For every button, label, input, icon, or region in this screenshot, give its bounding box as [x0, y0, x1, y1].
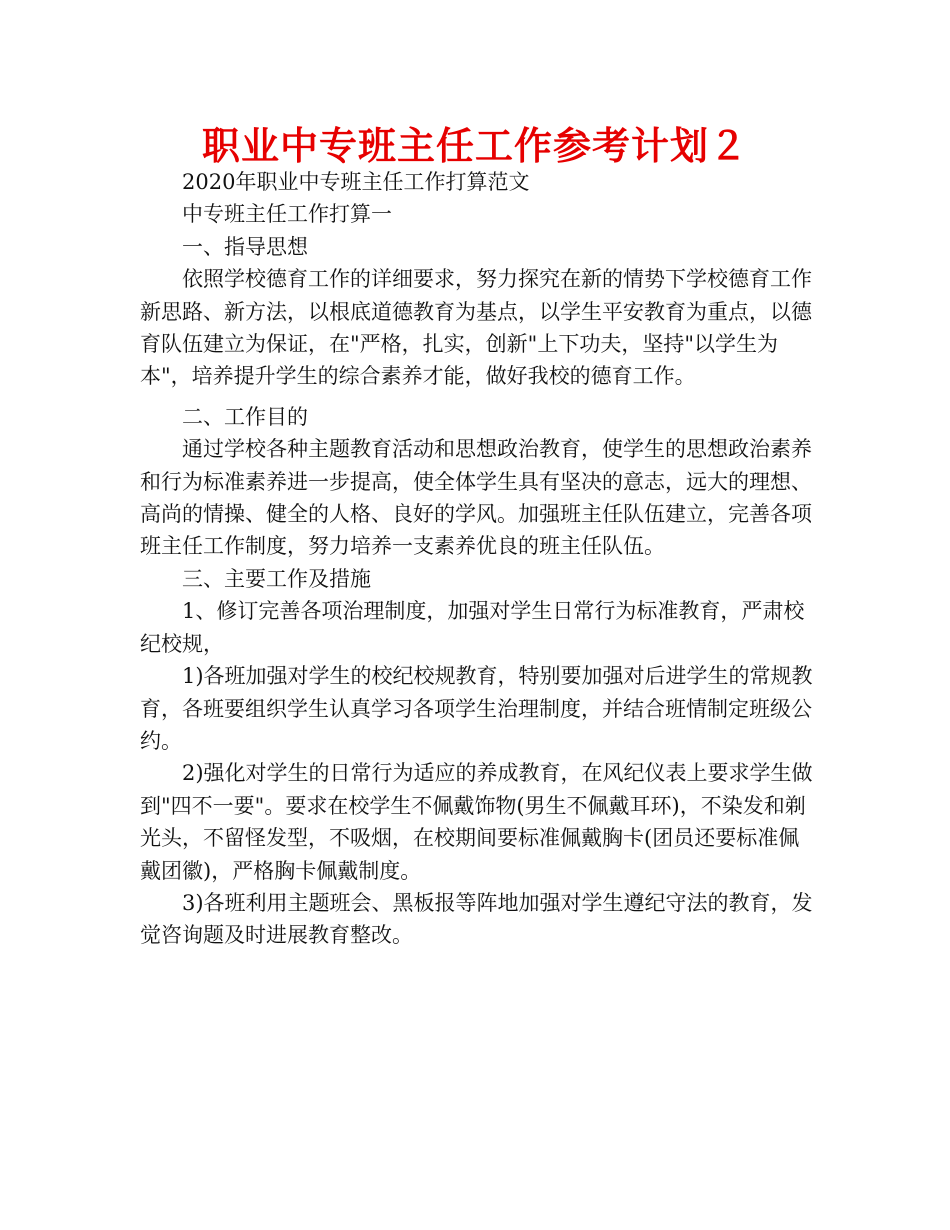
- section2-heading: 二、工作目的: [182, 404, 308, 429]
- item1-2-paragraph: 2)强化对学生的日常行为适应的养成教育，在风纪仪表上要求学生做到"四不一要"。要求在校学生不佩戴饰物(男生不佩戴耳环)，不染发和剃光头，不留怪发型，不吸烟，在校期间要标准佩戴胸卡(团员还要标准佩戴团徽)，严格胸卡佩戴制度。: [140, 761, 813, 883]
- section2-paragraph: 通过学校各种主题教育活动和思想政治教育，使学生的思想政治素养和行为标准素养进一步提高，使全体学生具有坚决的意志，远大的理想、高尚的情操、健全的人格、良好的学风。加强班主任队伍建立，完善各项班主任工作制度，努力培养一支素养优良的班主任队伍。: [140, 437, 812, 559]
- item1-1-paragraph: 1)各班加强对学生的校纪校规教育，特别要加强对后进学生的常规教育，各班要组织学生认真学习各项学生治理制度，并结合班情制定班级公约。: [140, 664, 813, 753]
- plan-name-line: 中专班主任工作打算一: [182, 202, 392, 227]
- item1-paragraph: 1、修订完善各项治理制度，加强对学生日常行为标准教育，严肃校纪校规，: [140, 599, 805, 656]
- document-title: 职业中专班主任工作参考计划２: [201, 124, 748, 168]
- section3-heading: 三、主要工作及措施: [182, 566, 371, 591]
- document-body: [140, 166, 820, 952]
- subtitle-line: 2020年职业中专班主任工作打算范文: [182, 170, 530, 194]
- item1-3-paragraph: 3)各班利用主题班会、黑板报等阵地加强对学生遵纪守法的教育，发觉咨询题及时进展教育整改。: [140, 890, 813, 948]
- section1-heading: 一、指导思想: [182, 234, 308, 259]
- section1-paragraph: 依照学校德育工作的详细要求，努力探究在新的情势下学校德育工作新思路、新方法，以根底道德教育为基点，以学生平安教育为重点，以德育队伍建立为保证，在"严格，扎实，创新"上下功夫，坚持"以学生为本"，培养提升学生的综合素养才能，做好我校的德育工作。: [140, 267, 812, 389]
